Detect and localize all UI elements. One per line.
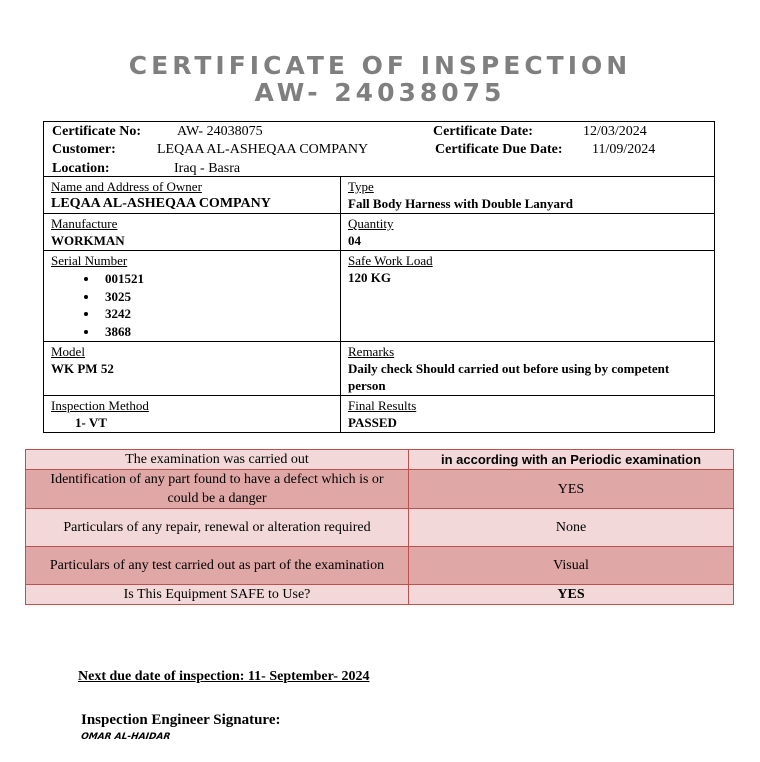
remarks-cell	[341, 342, 715, 396]
exam-answer: in according with an Periodic examination	[409, 450, 734, 470]
swl-label: Safe Work Load	[348, 253, 433, 268]
serial-item: • 3242	[99, 305, 333, 323]
quantity-label: Quantity	[348, 216, 394, 231]
due-date-label: Certificate Due Date:	[435, 142, 563, 157]
examination-table	[25, 449, 734, 605]
exam-answer: None	[409, 509, 734, 547]
results-label: Final Results	[348, 398, 417, 413]
exam-answer: Visual	[409, 547, 734, 585]
owner-label: Name and Address of Owner	[51, 179, 202, 194]
exam-answer: YES	[409, 470, 734, 509]
serial-item: • 3868	[99, 323, 333, 341]
manufacture-cell	[44, 214, 341, 251]
model-value: WK PM 52	[51, 361, 114, 376]
location-label: Location:	[52, 161, 110, 176]
cert-date-value: 12/03/2024	[583, 124, 647, 139]
model-cell	[44, 342, 341, 396]
remarks-label: Remarks	[348, 344, 395, 359]
model-label: Model	[51, 344, 85, 359]
cert-date-label: Certificate Date:	[433, 124, 533, 139]
exam-question: Is This Equipment SAFE to Use?	[26, 585, 409, 605]
serial-item: • 3025	[99, 288, 333, 306]
cert-no-label: Certificate No:	[52, 124, 142, 139]
exam-question: Particulars of any repair, renewal or alteration required	[26, 509, 409, 547]
signature-name: OMAR AL-HAIDAR	[80, 732, 171, 742]
certificate-details-table	[43, 121, 715, 433]
method-cell	[44, 396, 341, 433]
signature-label: Inspection Engineer Signature:	[81, 712, 281, 728]
quantity-cell	[341, 214, 715, 251]
exam-question: The examination was carried out	[26, 450, 409, 470]
results-value: PASSED	[348, 415, 397, 430]
results-cell	[341, 396, 715, 433]
type-cell	[341, 177, 715, 214]
certificate-number-title: AW- 24038075	[254, 78, 506, 107]
customer-label: Customer:	[52, 142, 116, 157]
cert-no-value: AW- 24038075	[177, 124, 263, 139]
remarks-value: Daily check Should carried out before using by competent person	[348, 361, 670, 393]
manufacture-label: Manufacture	[51, 216, 118, 231]
quantity-value: 04	[348, 233, 361, 248]
exam-question: Identification of any part found to have a defect which is or could be a danger	[26, 470, 409, 509]
manufacture-value: WORKMAN	[51, 233, 125, 248]
owner-value: LEQAA AL-ASHEQAA COMPANY	[51, 196, 271, 211]
type-label: Type	[348, 179, 374, 194]
customer-value: LEQAA AL-ASHEQAA COMPANY	[157, 142, 369, 157]
swl-value: 120 KG	[348, 270, 391, 285]
certificate-title: CERTIFICATE OF INSPECTION	[128, 51, 632, 80]
method-value: 1- VT	[75, 415, 107, 430]
serial-list	[51, 270, 333, 340]
serial-label: Serial Number	[51, 253, 128, 268]
certificate-header-cell	[44, 122, 715, 177]
due-date-value: 11/09/2024	[592, 142, 656, 157]
serial-item: • 001521	[99, 270, 333, 288]
swl-cell	[341, 251, 715, 342]
owner-cell	[44, 177, 341, 214]
type-value: Fall Body Harness with Double Lanyard	[348, 196, 574, 211]
method-label: Inspection Method	[51, 398, 149, 413]
exam-question: Particulars of any test carried out as part of the examination	[26, 547, 409, 585]
next-due-date: Next due date of inspection: 11- September- 2024	[78, 669, 370, 684]
exam-answer: YES	[409, 585, 734, 605]
serial-cell	[44, 251, 341, 342]
location-value: Iraq - Basra	[174, 161, 241, 176]
